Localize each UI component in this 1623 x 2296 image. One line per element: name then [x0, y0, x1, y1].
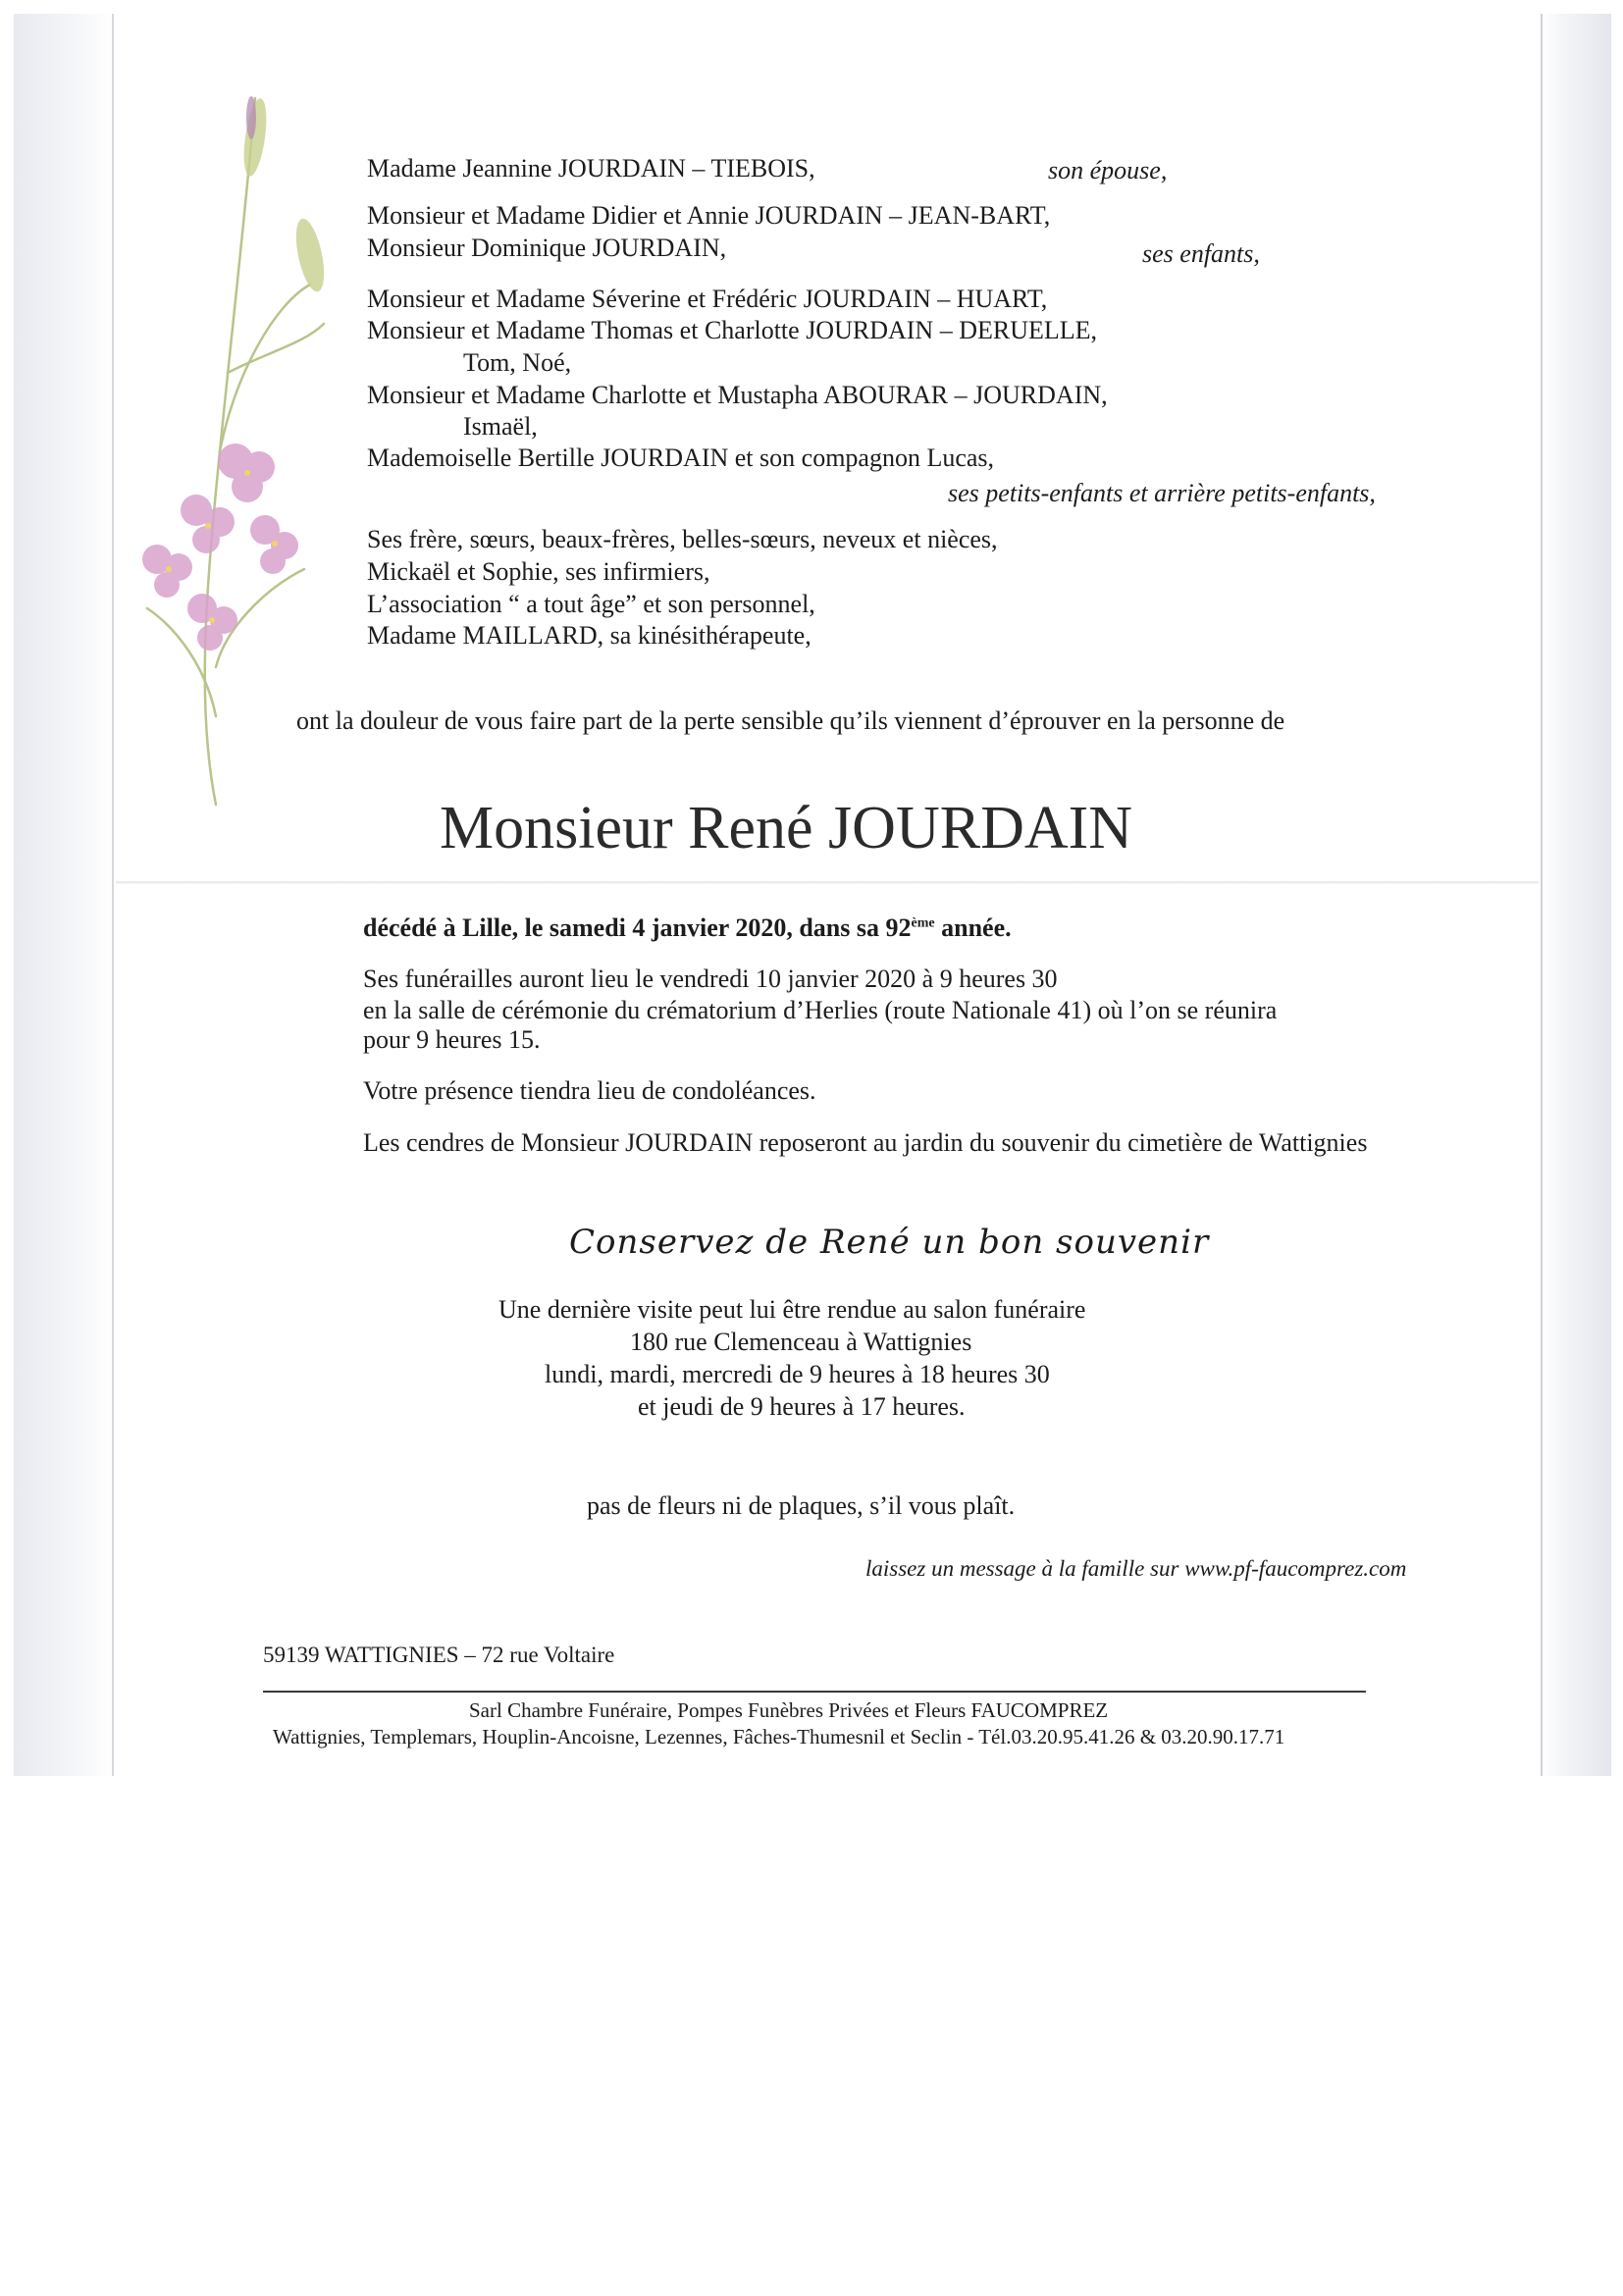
footer-rule: [263, 1691, 1366, 1693]
family-line: Monsieur et Madame Thomas et Charlotte JOURDAIN – DERUELLE,: [367, 316, 1097, 344]
family-line: Ses frère, sœurs, beaux-frères, belles-sœurs, neveux et nièces,: [367, 525, 998, 553]
visit-line: 180 rue Clemenceau à Wattignies: [630, 1328, 972, 1356]
family-line: Mademoiselle Bertille JOURDAIN et son compagnon Lucas,: [367, 444, 995, 472]
footer-locations: Wattignies, Templemars, Houplin-Ancoisne, Lezennes, Fâches-Thumesnil et Seclin - Tél.03.20.95.41.26 & 03.20.90.17.71: [273, 1725, 1285, 1748]
death-prefix: décédé à Lille, le samedi 4 janvier 2020, dans sa 92: [363, 913, 912, 942]
role-children: ses enfants,: [1142, 239, 1260, 268]
family-line: Tom, Noé,: [463, 348, 572, 377]
funeral-line: Ses funérailles auront lieu le vendredi 10 janvier 2020 à 9 heures 30: [363, 965, 1058, 993]
family-line: Monsieur Dominique JOURDAIN,: [367, 234, 727, 262]
scan-margin-left: [14, 14, 112, 1776]
family-line: Ismaël,: [463, 412, 538, 441]
paper-edge-right: [1541, 14, 1543, 1776]
announcement-text: ont la douleur de vous faire part de la perte sensible qu’ils viennent d’éprouver en la personne de: [296, 706, 1285, 735]
visit-line: et jeudi de 9 heures à 17 heures.: [638, 1392, 966, 1421]
funeral-line: pour 9 heures 15.: [363, 1025, 541, 1054]
role-spouse: son épouse,: [1048, 156, 1168, 184]
footer-company: Sarl Chambre Funéraire, Pompes Funèbres Privées et Fleurs FAUCOMPREZ: [469, 1698, 1109, 1722]
family-line: Madame Jeannine JOURDAIN – TIEBOIS,: [367, 154, 815, 183]
deceased-name: Monsieur René JOURDAIN: [440, 795, 1133, 861]
memory-phrase: Conservez de René un bon souvenir: [569, 1223, 1210, 1262]
ashes-line: Les cendres de Monsieur JOURDAIN reposeront au jardin du souvenir du cimetière de Wattignies: [363, 1128, 1368, 1157]
death-suffix: année.: [934, 913, 1012, 942]
visit-line: lundi, mardi, mercredi de 9 heures à 18 heures 30: [545, 1360, 1050, 1388]
family-line: Mickaël et Sophie, ses infirmiers,: [367, 557, 710, 586]
role-grandchildren: ses petits-enfants et arrière petits-enfants,: [948, 479, 1376, 507]
paper-edge-left: [112, 14, 114, 1776]
address-line: 59139 WATTIGNIES – 72 rue Voltaire: [263, 1643, 615, 1667]
death-line: [363, 913, 1012, 943]
visit-line: Une dernière visite peut lui être rendue au salon funéraire: [498, 1295, 1086, 1324]
paper-fold-line: [116, 881, 1539, 884]
scan-margin-right: [1541, 14, 1611, 1776]
family-line: Monsieur et Madame Séverine et Frédéric JOURDAIN – HUART,: [367, 285, 1048, 313]
family-line: L’association “ a tout âge” et son personnel,: [367, 590, 815, 618]
message-line: laissez un message à la famille sur www.pf-faucomprez.com: [865, 1556, 1407, 1581]
presence-line: Votre présence tiendra lieu de condoléances.: [363, 1076, 816, 1105]
family-line: Monsieur et Madame Didier et Annie JOURDAIN – JEAN-BART,: [367, 201, 1051, 230]
family-line: Madame MAILLARD, sa kinésithérapeute,: [367, 621, 812, 650]
family-line: Monsieur et Madame Charlotte et Mustapha ABOURAR – JOURDAIN,: [367, 381, 1108, 409]
death-ordinal: ème: [911, 915, 935, 931]
no-flowers-line: pas de fleurs ni de plaques, s’il vous plaît.: [587, 1491, 1016, 1520]
funeral-line: en la salle de cérémonie du crématorium d’Herlies (route Nationale 41) où l’on se réunira: [363, 996, 1278, 1024]
